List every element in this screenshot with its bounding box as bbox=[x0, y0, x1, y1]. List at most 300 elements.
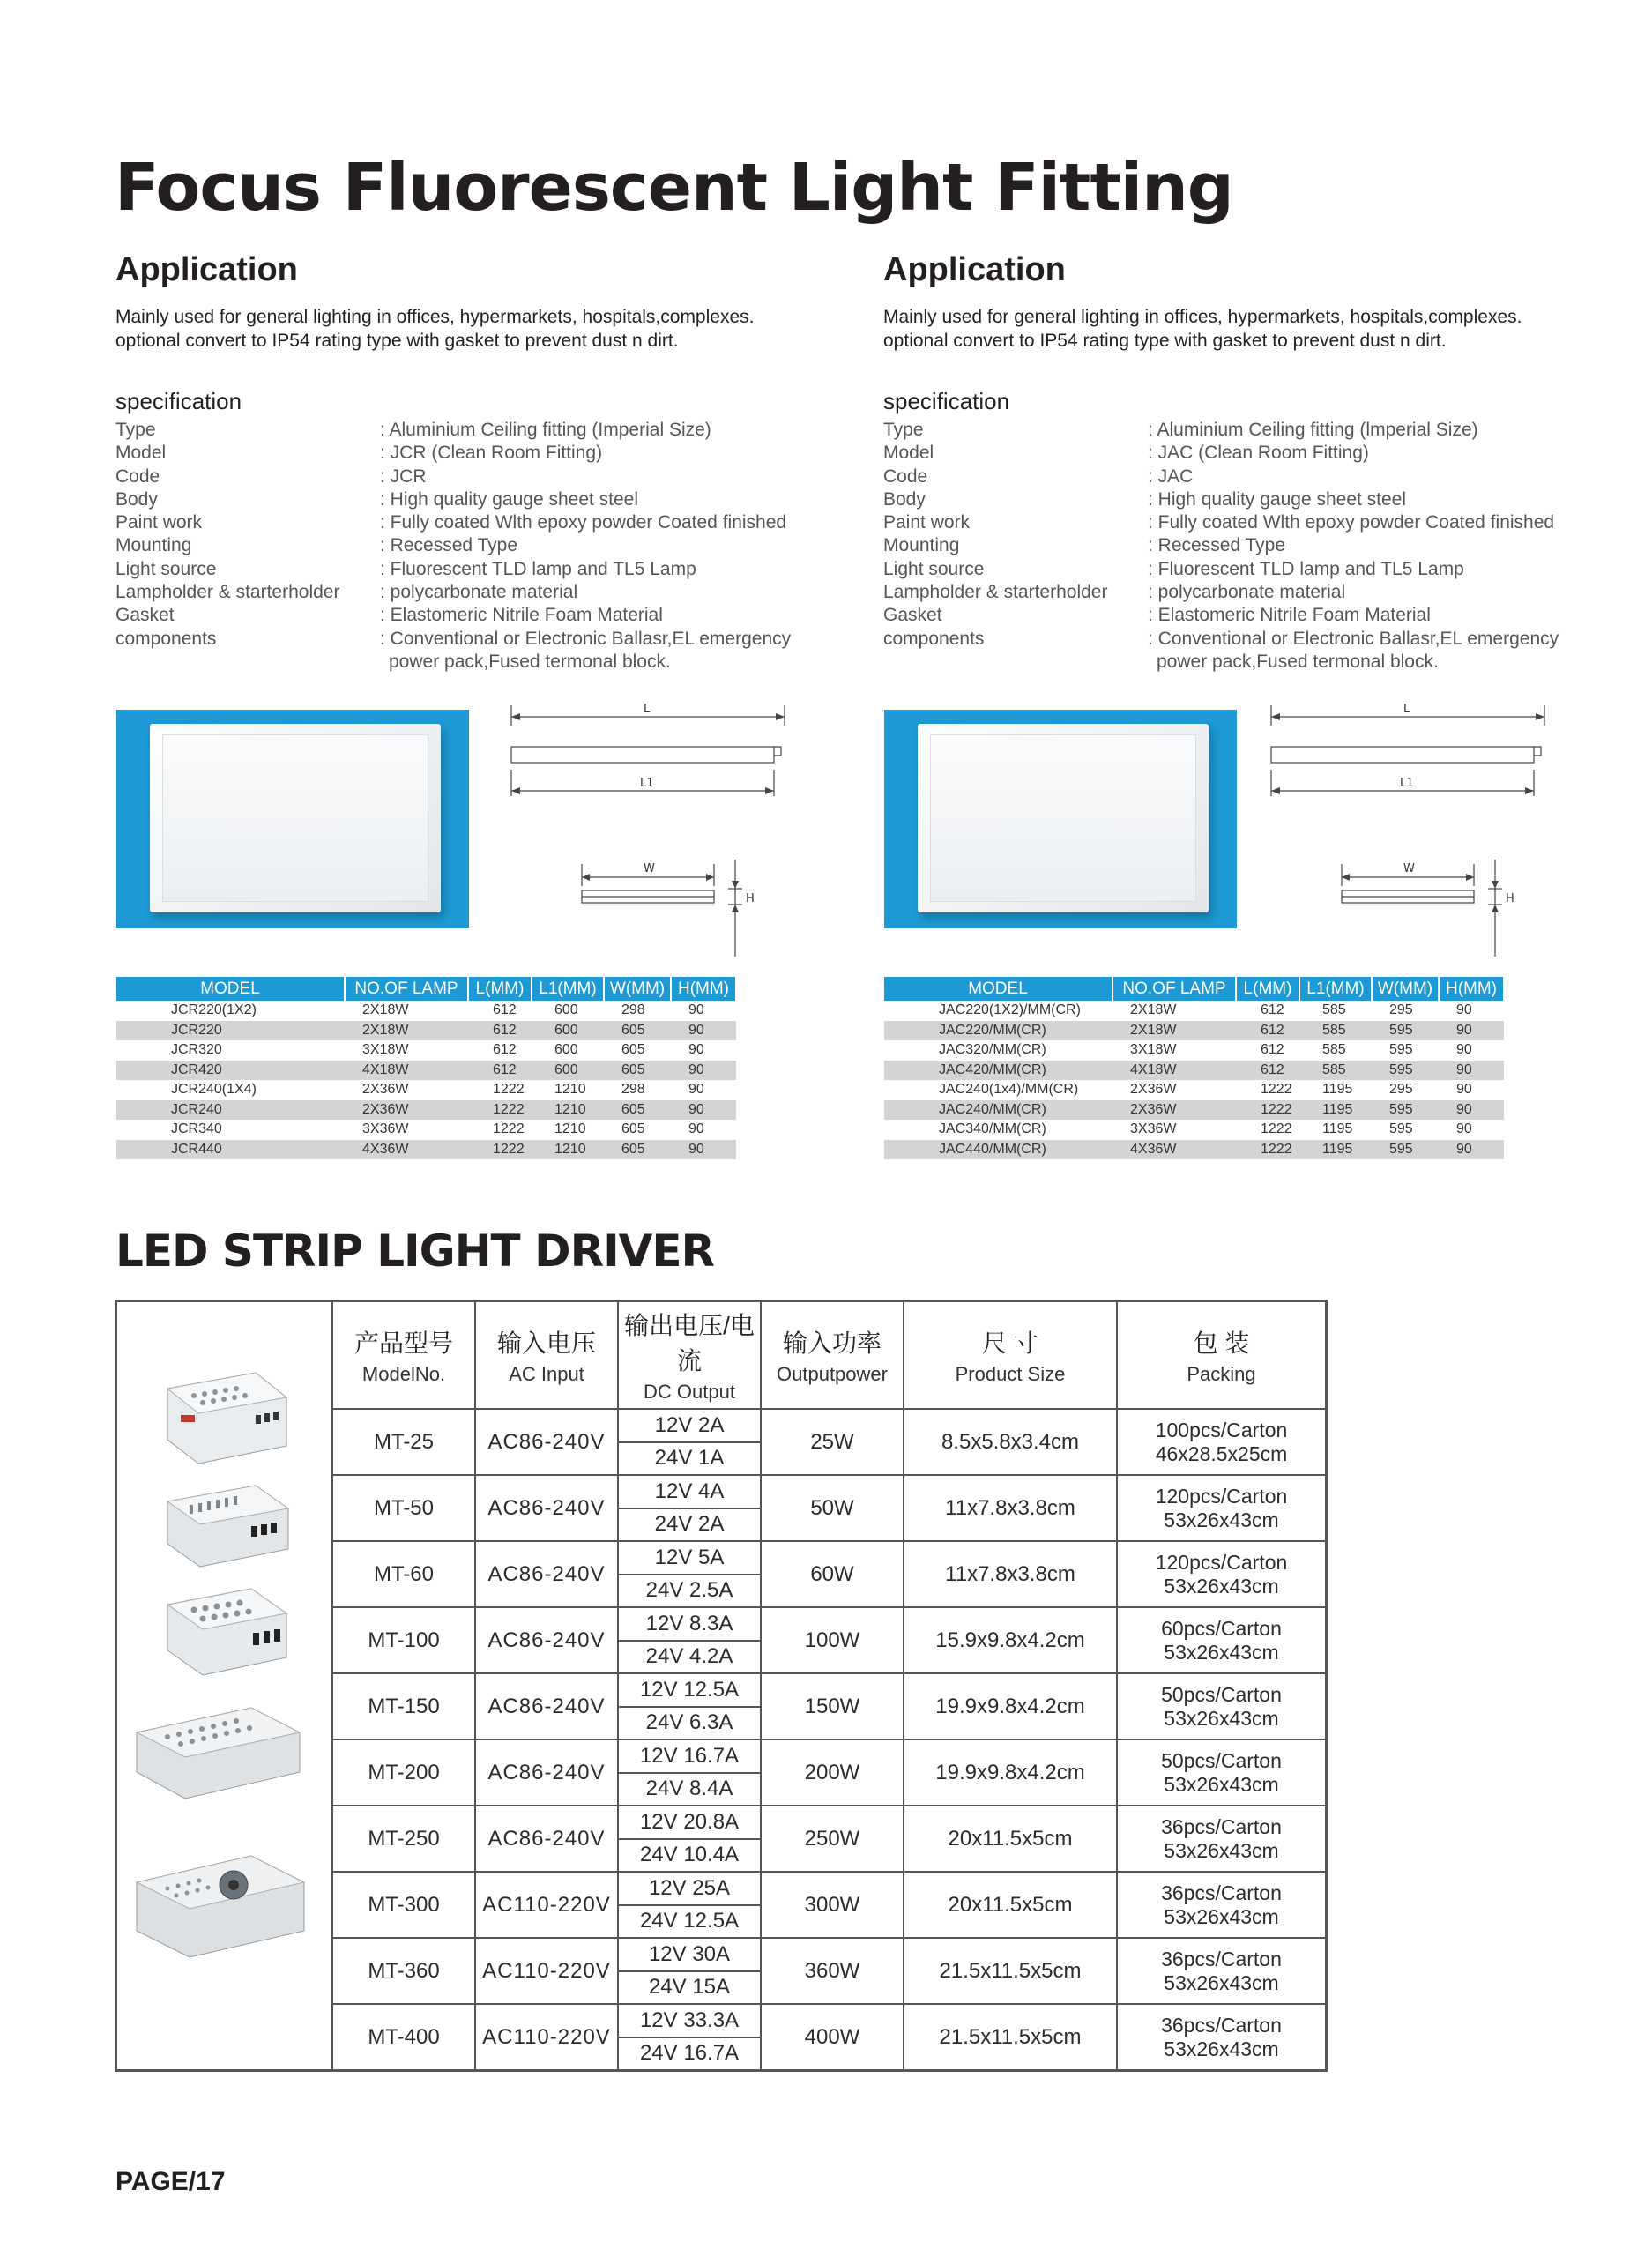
spec-value: : High quality gauge sheet steel bbox=[1148, 488, 1407, 510]
size-cell: 19.9x9.8x4.2cm bbox=[904, 1739, 1117, 1806]
spec-row bbox=[115, 442, 856, 465]
spec-row bbox=[883, 511, 1624, 534]
table-cell: 90 bbox=[671, 1140, 736, 1160]
spec-value: : Fluorescent TLD lamp and TL5 Lamp bbox=[380, 558, 696, 579]
spec-label: Model bbox=[883, 443, 934, 464]
spec-label: components bbox=[883, 628, 985, 649]
ac-input-cell: AC110-220V bbox=[475, 2004, 618, 2071]
column-header: L1(MM) bbox=[1299, 977, 1372, 1001]
specification-heading: specification bbox=[883, 388, 1010, 414]
table-cell: 2X18W bbox=[362, 1002, 409, 1018]
table-cell: JAC340/MM(CR) bbox=[939, 1121, 1046, 1137]
table-cell: 90 bbox=[1456, 1002, 1472, 1018]
dc-output-12v-cell: 12V 5A bbox=[618, 1541, 761, 1575]
driver-product-image bbox=[154, 1477, 304, 1574]
table-cell: 595 bbox=[1372, 1100, 1439, 1121]
spec-row bbox=[883, 442, 1624, 465]
application-line: Mainly used for general lighting in offices, hypermarkets, hospitals,complexes. bbox=[883, 307, 1522, 327]
height-label: H bbox=[746, 892, 755, 905]
spec-value: : Elastomeric Nitrile Foam Material bbox=[1148, 605, 1431, 626]
table-cell: 595 bbox=[1372, 1061, 1439, 1081]
packing-quantity: 36pcs/Carton bbox=[1161, 2013, 1282, 2037]
spec-value: : Aluminium Ceiling fitting (Imperial Size) bbox=[380, 420, 711, 440]
table-cell: 600 bbox=[554, 1042, 578, 1058]
table-cell: 585 bbox=[1322, 1042, 1346, 1058]
spec-value: : Recessed Type bbox=[380, 535, 518, 556]
l1-label: L1 bbox=[640, 777, 654, 790]
table-cell: 2X36W bbox=[362, 1082, 409, 1098]
table-cell: 2X36W bbox=[1130, 1082, 1177, 1098]
table-cell: 90 bbox=[1439, 1100, 1504, 1121]
table-row bbox=[884, 1100, 1504, 1121]
spec-row bbox=[115, 511, 856, 534]
table-cell: JCR220 bbox=[116, 1021, 345, 1041]
header-english: Outputpower bbox=[777, 1363, 888, 1385]
table-row bbox=[116, 1100, 736, 1121]
table-cell: 612 bbox=[1236, 1021, 1299, 1041]
dc-output-24v-cell: 24V 10.4A bbox=[618, 1839, 761, 1873]
table-cell: 600 bbox=[532, 1061, 604, 1081]
application-line: optional convert to IP54 rating type with gasket to prevent dust n dirt. bbox=[115, 331, 679, 351]
table-cell: 612 bbox=[468, 1061, 532, 1081]
model-cell: MT-360 bbox=[332, 1938, 475, 2004]
power-cell: 100W bbox=[761, 1607, 904, 1673]
table-row bbox=[884, 1021, 1504, 1041]
table-cell: 1210 bbox=[554, 1082, 586, 1098]
ac-input-cell: AC86-240V bbox=[475, 1806, 618, 1872]
jac-dimension-drawing bbox=[1262, 701, 1553, 957]
table-cell: 90 bbox=[1439, 1061, 1504, 1081]
carton-size: 53x26x43cm bbox=[1164, 1772, 1279, 1796]
packing-quantity: 36pcs/Carton bbox=[1161, 1947, 1282, 1970]
application-heading: Application bbox=[115, 251, 298, 288]
light-panel-image bbox=[918, 724, 1209, 912]
table-cell: 3X18W bbox=[362, 1042, 409, 1058]
table-cell: 90 bbox=[1439, 1140, 1504, 1160]
column-header: H(MM) bbox=[671, 977, 736, 1001]
spec-value: : JCR bbox=[380, 466, 427, 487]
header-chinese: 尺 寸 bbox=[982, 1330, 1038, 1357]
jac-product-photo bbox=[884, 710, 1237, 928]
model-cell: MT-25 bbox=[332, 1409, 475, 1475]
table-cell: 1195 bbox=[1299, 1100, 1372, 1121]
table-cell: 585 bbox=[1322, 1002, 1346, 1018]
driver-column-header bbox=[1117, 1301, 1327, 1410]
table-cell: 1222 bbox=[1236, 1140, 1299, 1160]
power-cell: 250W bbox=[761, 1806, 904, 1872]
header-chinese: 输入电压 bbox=[496, 1330, 596, 1357]
driver-column-header bbox=[475, 1301, 618, 1410]
header-english: DC Output bbox=[644, 1381, 735, 1403]
table-cell: JCR340 bbox=[171, 1121, 222, 1137]
table-cell: 1195 bbox=[1322, 1121, 1353, 1137]
table-cell: 612 bbox=[493, 1002, 517, 1018]
spec-label: Lampholder & starterholder bbox=[115, 582, 340, 603]
jac-model-table bbox=[884, 977, 1505, 1159]
driver-product-image bbox=[150, 1362, 300, 1472]
table-cell: 605 bbox=[604, 1100, 671, 1121]
table-cell: 1210 bbox=[532, 1100, 604, 1121]
model-cell: MT-100 bbox=[332, 1607, 475, 1673]
header-english: AC Input bbox=[509, 1363, 584, 1385]
table-cell: 2X36W bbox=[1112, 1100, 1236, 1121]
table-cell: 3X36W bbox=[362, 1121, 409, 1137]
packing-cell bbox=[1117, 1739, 1327, 1806]
column-header: L(MM) bbox=[468, 977, 532, 1001]
table-cell: JCR220(1X2) bbox=[171, 1002, 257, 1018]
table-row bbox=[116, 1021, 736, 1041]
table-cell: 90 bbox=[688, 1042, 704, 1058]
carton-size: 53x26x43cm bbox=[1164, 1574, 1279, 1598]
packing-cell bbox=[1117, 2004, 1327, 2071]
spec-value: : JCR (Clean Room Fitting) bbox=[380, 443, 603, 464]
table-row bbox=[884, 1140, 1504, 1160]
table-cell: 90 bbox=[688, 1082, 704, 1098]
table-cell: 595 bbox=[1389, 1121, 1413, 1137]
spec-row bbox=[883, 604, 1624, 627]
ac-input-cell: AC86-240V bbox=[475, 1409, 618, 1475]
spec-label: Gasket bbox=[115, 605, 175, 626]
table-row bbox=[884, 1001, 1504, 1021]
dc-output-12v-cell: 12V 12.5A bbox=[618, 1673, 761, 1707]
packing-cell bbox=[1117, 1938, 1327, 2004]
spec-label: Mounting bbox=[883, 535, 960, 556]
dc-output-12v-cell: 12V 25A bbox=[618, 1872, 761, 1905]
table-cell: JAC240/MM(CR) bbox=[884, 1100, 1112, 1121]
dc-output-12v-cell: 12V 8.3A bbox=[618, 1607, 761, 1641]
table-cell: 3X18W bbox=[1130, 1042, 1177, 1058]
table-cell: JAC320/MM(CR) bbox=[939, 1042, 1046, 1058]
table-cell: 298 bbox=[621, 1082, 645, 1098]
table-cell: 1222 bbox=[493, 1121, 525, 1137]
spec-label: Gasket bbox=[883, 605, 942, 626]
header-chinese: 产品型号 bbox=[353, 1330, 453, 1357]
packing-quantity: 100pcs/Carton bbox=[1155, 1418, 1288, 1441]
spec-value-line: power pack,Fused termonal block. bbox=[389, 651, 671, 672]
spec-value-line: power pack,Fused termonal block. bbox=[1157, 651, 1439, 672]
table-header-row bbox=[116, 977, 736, 1001]
width-label: W bbox=[644, 862, 655, 875]
table-cell: 605 bbox=[604, 1061, 671, 1081]
table-cell: 3X36W bbox=[1130, 1121, 1177, 1137]
spec-label: Type bbox=[883, 420, 924, 440]
model-cell: MT-250 bbox=[332, 1806, 475, 1872]
driver-product-image bbox=[128, 1843, 313, 1966]
table-cell: 1222 bbox=[1261, 1082, 1292, 1098]
table-cell: JCR240 bbox=[116, 1100, 345, 1121]
table-row bbox=[116, 1001, 736, 1021]
table-row bbox=[116, 1120, 736, 1140]
table-cell: 612 bbox=[493, 1042, 517, 1058]
table-cell: 4X36W bbox=[1112, 1140, 1236, 1160]
table-cell: 2X18W bbox=[345, 1021, 468, 1041]
length-label: L bbox=[1403, 703, 1410, 716]
dc-output-24v-cell: 24V 4.2A bbox=[618, 1641, 761, 1674]
power-cell: 50W bbox=[761, 1475, 904, 1541]
packing-quantity: 60pcs/Carton bbox=[1161, 1616, 1282, 1640]
dc-output-24v-cell: 24V 15A bbox=[618, 1971, 761, 2005]
dc-output-24v-cell: 24V 2A bbox=[618, 1508, 761, 1542]
power-cell: 60W bbox=[761, 1541, 904, 1607]
packing-quantity: 36pcs/Carton bbox=[1161, 1881, 1282, 1904]
table-cell: 1222 bbox=[468, 1100, 532, 1121]
table-cell: 90 bbox=[1456, 1042, 1472, 1058]
packing-quantity: 50pcs/Carton bbox=[1161, 1682, 1282, 1706]
table-cell: 1210 bbox=[532, 1140, 604, 1160]
packing-quantity: 36pcs/Carton bbox=[1161, 1814, 1282, 1838]
column-header: H(MM) bbox=[1439, 977, 1504, 1001]
packing-quantity: 120pcs/Carton bbox=[1155, 1484, 1288, 1508]
table-cell: 90 bbox=[1456, 1082, 1472, 1098]
size-cell: 21.5x11.5x5cm bbox=[904, 2004, 1117, 2071]
spec-row bbox=[883, 534, 1624, 557]
spec-value-line: : Conventional or Electronic Ballasr,EL emergency bbox=[380, 628, 792, 649]
spec-value: : JAC (Clean Room Fitting) bbox=[1148, 443, 1369, 464]
header-english: Packing bbox=[1187, 1363, 1256, 1385]
table-row bbox=[116, 1040, 736, 1061]
table-cell: 612 bbox=[1261, 1042, 1284, 1058]
table-cell: 585 bbox=[1299, 1061, 1372, 1081]
ac-input-cell: AC110-220V bbox=[475, 1872, 618, 1938]
spec-value: : Fully coated Wlth epoxy powder Coated finished bbox=[380, 512, 787, 533]
spec-value bbox=[1148, 628, 1624, 674]
table-cell: 612 bbox=[1261, 1002, 1284, 1018]
packing-quantity: 120pcs/Carton bbox=[1155, 1550, 1288, 1574]
jac-section bbox=[883, 251, 1624, 674]
spec-value: : Aluminium Ceiling fitting (lmperial Size) bbox=[1148, 420, 1478, 440]
power-cell: 150W bbox=[761, 1673, 904, 1739]
page-number: PAGE/17 bbox=[115, 2167, 226, 2196]
table-cell: 1210 bbox=[554, 1121, 586, 1137]
table-cell: 605 bbox=[621, 1042, 645, 1058]
table-cell: 4X36W bbox=[345, 1140, 468, 1160]
table-cell: 585 bbox=[1299, 1021, 1372, 1041]
table-cell: 600 bbox=[532, 1021, 604, 1041]
specification-heading: specification bbox=[115, 388, 242, 414]
carton-size: 53x26x43cm bbox=[1164, 1508, 1279, 1531]
table-cell: 1222 bbox=[493, 1082, 525, 1098]
application-line: Mainly used for general lighting in offices, hypermarkets, hospitals,complexes. bbox=[115, 307, 755, 327]
table-cell: 298 bbox=[621, 1002, 645, 1018]
table-cell: 605 bbox=[604, 1140, 671, 1160]
spec-label: Lampholder & starterholder bbox=[883, 582, 1108, 603]
dc-output-24v-cell: 24V 6.3A bbox=[618, 1707, 761, 1740]
ac-input-cell: AC86-240V bbox=[475, 1475, 618, 1541]
spec-row bbox=[115, 628, 856, 674]
light-panel-image bbox=[150, 724, 441, 912]
driver-column-header bbox=[618, 1301, 761, 1410]
packing-cell bbox=[1117, 1475, 1327, 1541]
table-cell: 600 bbox=[554, 1002, 578, 1018]
table-header-row bbox=[884, 977, 1504, 1001]
table-cell: 2X18W bbox=[1112, 1021, 1236, 1041]
column-header: MODEL bbox=[884, 977, 1112, 1001]
driver-product-image bbox=[128, 1697, 309, 1807]
header-english: Product Size bbox=[955, 1363, 1066, 1385]
dc-output-24v-cell: 24V 8.4A bbox=[618, 1773, 761, 1806]
table-cell: JCR320 bbox=[171, 1042, 222, 1058]
table-cell: 90 bbox=[1456, 1121, 1472, 1137]
table-cell: 1222 bbox=[1261, 1121, 1292, 1137]
table-cell: 90 bbox=[671, 1100, 736, 1121]
table-cell: JAC220/MM(CR) bbox=[884, 1021, 1112, 1041]
table-cell: 4X18W bbox=[1112, 1061, 1236, 1081]
spec-label: Light source bbox=[883, 558, 985, 579]
carton-size: 53x26x43cm bbox=[1164, 1904, 1279, 1928]
column-header: L(MM) bbox=[1236, 977, 1299, 1001]
spec-row bbox=[115, 604, 856, 627]
model-cell: MT-400 bbox=[332, 2004, 475, 2071]
dc-output-12v-cell: 12V 16.7A bbox=[618, 1739, 761, 1773]
power-cell: 25W bbox=[761, 1409, 904, 1475]
spec-row bbox=[883, 558, 1624, 581]
spec-row bbox=[883, 581, 1624, 604]
column-header: W(MM) bbox=[1372, 977, 1439, 1001]
page-title: Focus Fluorescent Light Fitting bbox=[115, 150, 1233, 226]
size-cell: 8.5x5.8x3.4cm bbox=[904, 1409, 1117, 1475]
power-cell: 200W bbox=[761, 1739, 904, 1806]
dc-output-24v-cell: 24V 1A bbox=[618, 1442, 761, 1476]
ac-input-cell: AC86-240V bbox=[475, 1541, 618, 1607]
spec-label: Body bbox=[883, 488, 926, 510]
size-cell: 11x7.8x3.8cm bbox=[904, 1541, 1117, 1607]
table-cell: 595 bbox=[1372, 1021, 1439, 1041]
spec-row bbox=[115, 488, 856, 511]
ac-input-cell: AC86-240V bbox=[475, 1607, 618, 1673]
ac-input-cell: AC110-220V bbox=[475, 1938, 618, 2004]
ac-input-cell: AC86-240V bbox=[475, 1673, 618, 1739]
spec-value-line: : Conventional or Electronic Ballasr,EL emergency bbox=[1148, 628, 1559, 649]
table-cell: JAC440/MM(CR) bbox=[884, 1140, 1112, 1160]
table-cell: 595 bbox=[1389, 1042, 1413, 1058]
driver-column-header bbox=[761, 1301, 904, 1410]
dc-output-24v-cell: 24V 12.5A bbox=[618, 1905, 761, 1939]
carton-size: 53x26x43cm bbox=[1164, 1838, 1279, 1862]
model-cell: MT-300 bbox=[332, 1872, 475, 1938]
model-cell: MT-150 bbox=[332, 1673, 475, 1739]
table-cell: 295 bbox=[1389, 1002, 1413, 1018]
spec-label: Body bbox=[115, 488, 158, 510]
spec-value bbox=[380, 628, 856, 674]
table-cell: JCR240(1X4) bbox=[171, 1082, 257, 1098]
header-english: ModelNo. bbox=[361, 1363, 446, 1385]
dc-output-12v-cell: 12V 20.8A bbox=[618, 1806, 761, 1839]
table-row bbox=[116, 1140, 736, 1160]
driver-column-header bbox=[332, 1301, 475, 1410]
spec-label: Paint work bbox=[115, 512, 203, 533]
dc-output-12v-cell: 12V 30A bbox=[618, 1938, 761, 1971]
l1-label: L1 bbox=[1400, 777, 1414, 790]
spec-label: Type bbox=[115, 420, 156, 440]
table-cell: 612 bbox=[468, 1021, 532, 1041]
length-label: L bbox=[644, 703, 651, 716]
spec-value: : Recessed Type bbox=[1148, 535, 1286, 556]
header-chinese: 输入功率 bbox=[782, 1330, 882, 1357]
spec-label: Paint work bbox=[883, 512, 971, 533]
table-cell: 605 bbox=[621, 1121, 645, 1137]
spec-value: : polycarbonate material bbox=[1148, 582, 1346, 603]
column-header: NO.OF LAMP bbox=[345, 977, 468, 1001]
spec-row bbox=[115, 581, 856, 604]
height-label: H bbox=[1506, 892, 1514, 905]
header-chinese: 输出电压/电流 bbox=[624, 1312, 755, 1374]
table-cell: JAC420/MM(CR) bbox=[884, 1061, 1112, 1081]
packing-cell bbox=[1117, 1806, 1327, 1872]
spec-value: : JAC bbox=[1148, 466, 1194, 487]
ac-input-cell: AC86-240V bbox=[475, 1739, 618, 1806]
spec-value: : Fluorescent TLD lamp and TL5 Lamp bbox=[1148, 558, 1464, 579]
led-driver-title: LED STRIP LIGHT DRIVER bbox=[115, 1225, 715, 1277]
jcr-product-photo bbox=[116, 710, 469, 928]
spec-label: Model bbox=[115, 443, 167, 464]
application-line: optional convert to IP54 rating type with gasket to prevent dust n dirt. bbox=[883, 331, 1447, 351]
spec-label: Code bbox=[883, 466, 928, 487]
table-cell: 90 bbox=[688, 1121, 704, 1137]
packing-cell bbox=[1117, 1541, 1327, 1607]
carton-size: 46x28.5x25cm bbox=[1155, 1441, 1288, 1465]
power-cell: 360W bbox=[761, 1938, 904, 2004]
table-cell: 1195 bbox=[1299, 1140, 1372, 1160]
jcr-dimension-drawing bbox=[502, 701, 793, 957]
spec-label: Mounting bbox=[115, 535, 192, 556]
size-cell: 20x11.5x5cm bbox=[904, 1806, 1117, 1872]
table-cell: 90 bbox=[688, 1002, 704, 1018]
spec-row bbox=[115, 534, 856, 557]
spec-row bbox=[883, 419, 1624, 442]
model-cell: MT-50 bbox=[332, 1475, 475, 1541]
dc-output-12v-cell: 12V 2A bbox=[618, 1409, 761, 1442]
table-row bbox=[884, 1061, 1504, 1081]
application-heading: Application bbox=[883, 251, 1066, 288]
power-cell: 300W bbox=[761, 1872, 904, 1938]
table-cell: 2X18W bbox=[1130, 1002, 1177, 1018]
table-cell: 90 bbox=[1439, 1021, 1504, 1041]
table-cell: 295 bbox=[1389, 1082, 1413, 1098]
table-cell: 2X36W bbox=[345, 1100, 468, 1121]
packing-cell bbox=[1117, 1872, 1327, 1938]
table-cell: 1195 bbox=[1322, 1082, 1353, 1098]
table-row bbox=[884, 1080, 1504, 1100]
spec-label: Light source bbox=[115, 558, 217, 579]
table-cell: JCR440 bbox=[116, 1140, 345, 1160]
table-cell: 90 bbox=[671, 1021, 736, 1041]
table-cell: 90 bbox=[671, 1061, 736, 1081]
spec-label: Code bbox=[115, 466, 160, 487]
packing-quantity: 50pcs/Carton bbox=[1161, 1748, 1282, 1772]
spec-list bbox=[115, 419, 856, 674]
spec-value: : polycarbonate material bbox=[380, 582, 578, 603]
table-row bbox=[884, 1040, 1504, 1061]
table-cell: JAC240(1x4)/MM(CR) bbox=[939, 1082, 1079, 1098]
model-cell: MT-200 bbox=[332, 1739, 475, 1806]
spec-value: : Fully coated Wlth epoxy powder Coated finished bbox=[1148, 512, 1555, 533]
carton-size: 53x26x43cm bbox=[1164, 1970, 1279, 1994]
packing-cell bbox=[1117, 1673, 1327, 1739]
model-cell: MT-60 bbox=[332, 1541, 475, 1607]
size-cell: 11x7.8x3.8cm bbox=[904, 1475, 1117, 1541]
table-row bbox=[116, 1080, 736, 1100]
table-cell: 4X18W bbox=[345, 1061, 468, 1081]
driver-product-image bbox=[154, 1578, 304, 1684]
table-cell: 612 bbox=[1236, 1061, 1299, 1081]
size-cell: 19.9x9.8x4.2cm bbox=[904, 1673, 1117, 1739]
table-cell: 605 bbox=[604, 1021, 671, 1041]
table-row bbox=[884, 1120, 1504, 1140]
table-cell: JCR420 bbox=[116, 1061, 345, 1081]
spec-value: : High quality gauge sheet steel bbox=[380, 488, 639, 510]
spec-value: : Elastomeric Nitrile Foam Material bbox=[380, 605, 663, 626]
dc-output-12v-cell: 12V 33.3A bbox=[618, 2004, 761, 2037]
